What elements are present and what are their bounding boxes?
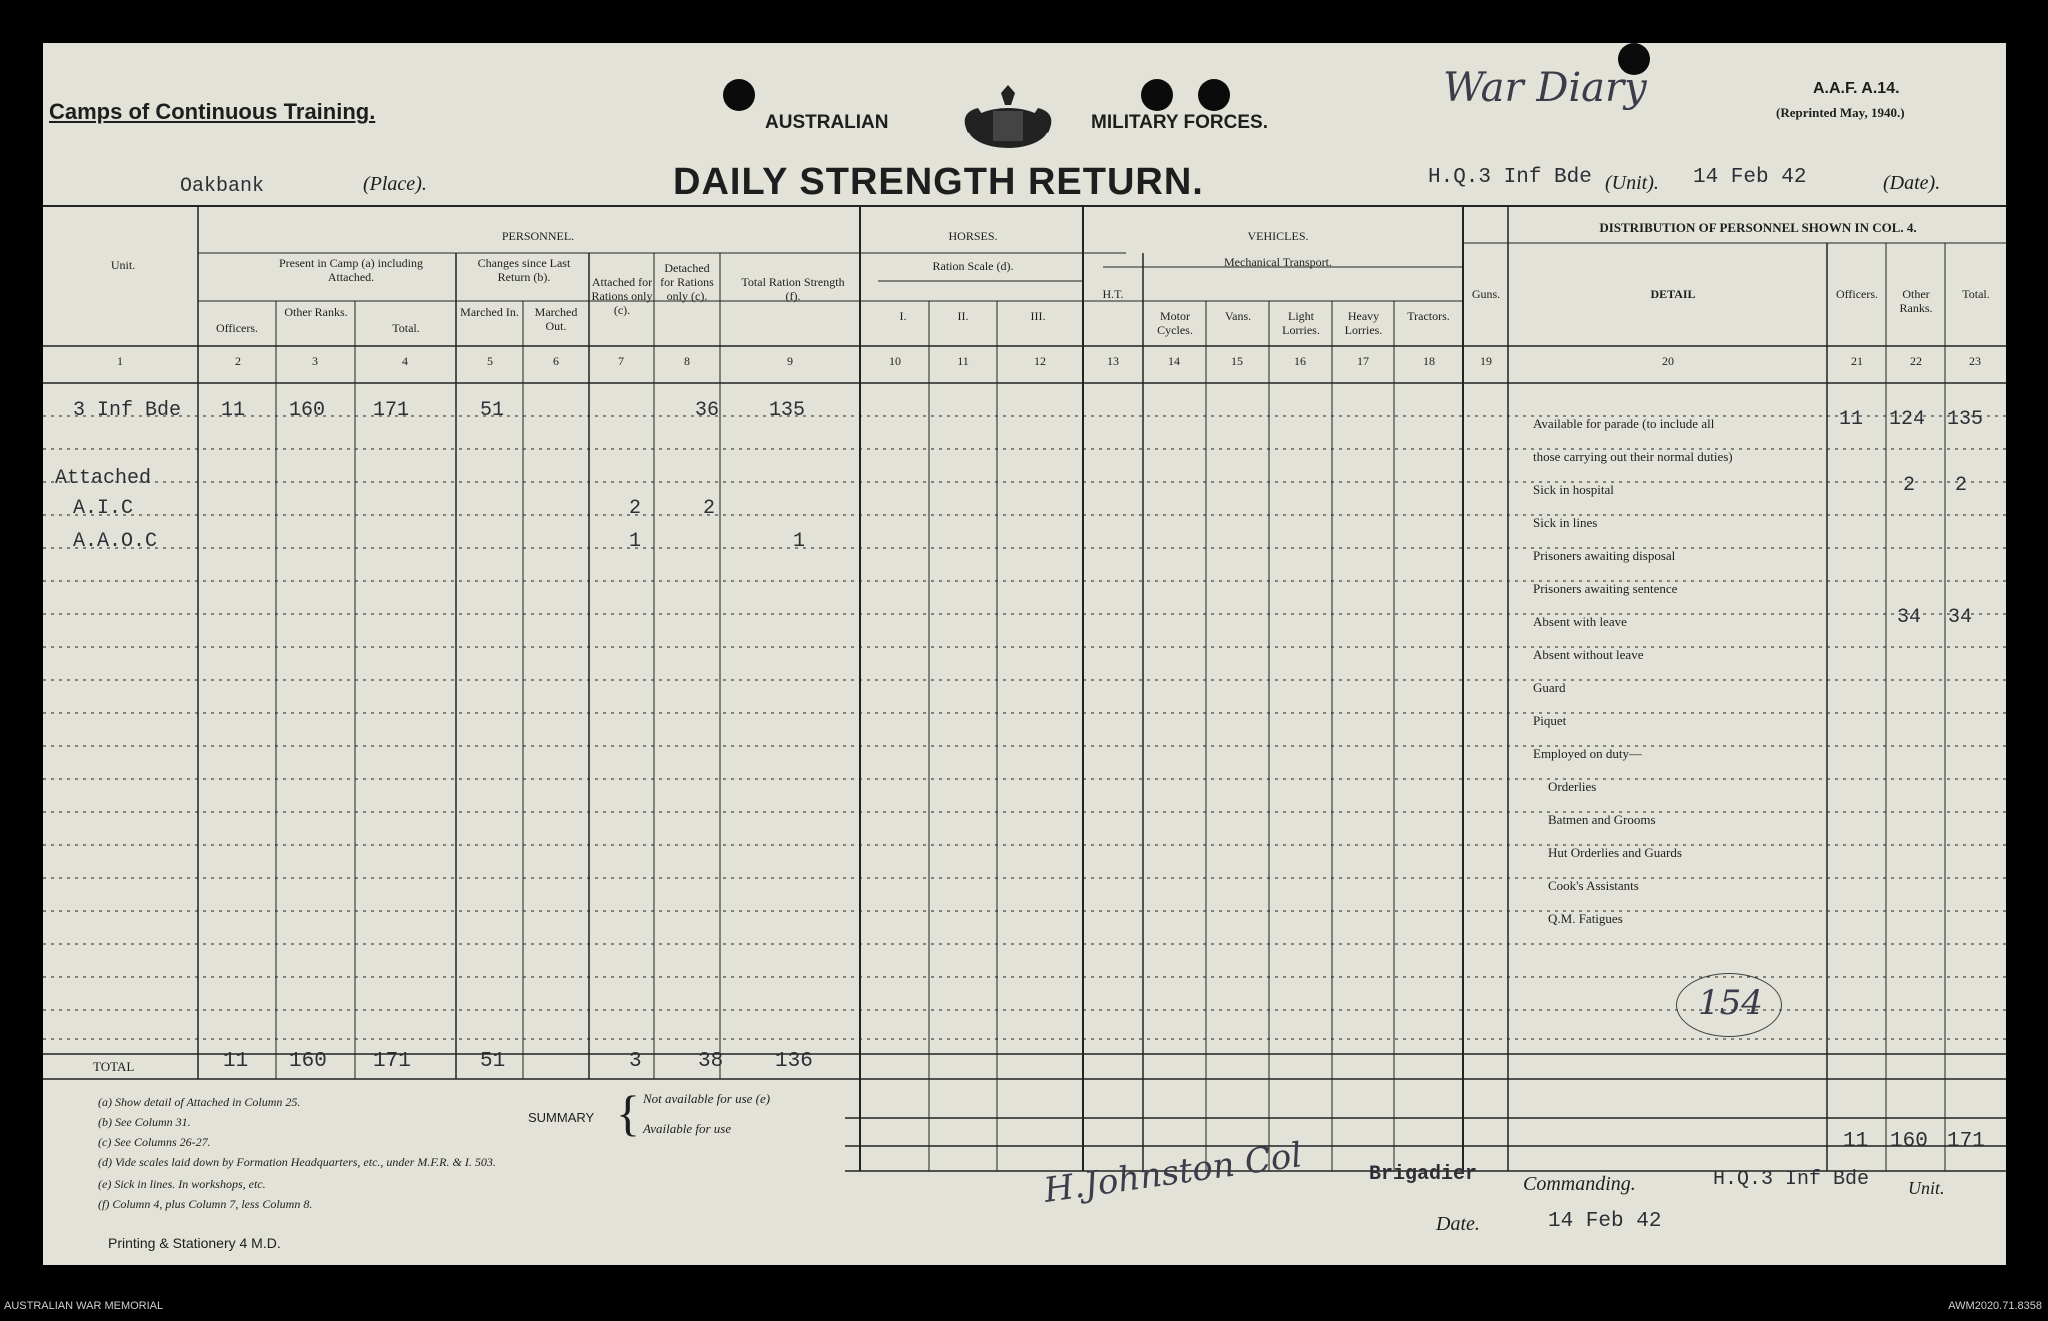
total-officers: 11	[223, 1050, 249, 1073]
col-number: 14	[1168, 354, 1180, 368]
light-lorries-header: Light Lorries.	[1282, 309, 1320, 337]
col-number: 15	[1231, 354, 1243, 368]
col-number: 10	[889, 354, 901, 368]
officers-header: Officers.	[215, 321, 259, 335]
page-title: DAILY STRENGTH RETURN.	[673, 161, 1204, 203]
dist-row-label: Piquet	[1533, 713, 1567, 728]
dist-row-label: Batmen and Grooms	[1548, 812, 1656, 827]
col-number: 5	[487, 354, 493, 368]
unit-value: H.Q.3 Inf Bde	[1428, 166, 1592, 189]
date-label: (Date).	[1883, 172, 1941, 194]
reprinted-note: (Reprinted May, 1940.)	[1776, 105, 1905, 120]
camps-heading: Camps of Continuous Training.	[49, 99, 376, 124]
dist-row-label: Prisoners awaiting disposal	[1533, 548, 1676, 563]
dist-row-label: Absent with leave	[1533, 614, 1627, 629]
dist-row-label: Available for parade (to include all	[1533, 416, 1715, 431]
summary-label: SUMMARY	[528, 1110, 595, 1125]
signature-unit-value: H.Q.3 Inf Bde	[1713, 1168, 1870, 1191]
col-number: 8	[684, 354, 690, 368]
ration-scale-header: Ration Scale (d).	[932, 259, 1014, 273]
dist-row-label: Cook's Assistants	[1548, 878, 1639, 893]
col-number: 11	[957, 354, 969, 368]
military-forces-label: MILITARY FORCES.	[1091, 112, 1268, 133]
tractors-header: Tractors.	[1407, 309, 1450, 323]
other-ranks-header: Other Ranks.	[284, 305, 348, 319]
row-unit: Attached	[55, 467, 152, 490]
australian-label: AUSTRALIAN	[765, 112, 889, 133]
distribution-header: DISTRIBUTION OF PERSONNEL SHOWN IN COL. 4.	[1599, 220, 1917, 235]
detail-header: DETAIL	[1650, 287, 1696, 301]
personnel-header: PERSONNEL.	[501, 229, 575, 243]
total-ration-header: Total Ration Strength (f).	[741, 275, 845, 303]
dist-row-label: Absent without leave	[1533, 647, 1644, 662]
footnote: (a) Show detail of Attached in Column 25.	[98, 1095, 301, 1109]
col-number: 20	[1662, 354, 1674, 368]
dist-row-label: Sick in lines	[1533, 515, 1598, 530]
col-number: 7	[618, 354, 624, 368]
dist-officers-header: Officers.	[1835, 287, 1879, 301]
row-detached: 2	[703, 497, 716, 520]
dist-total-total: 171	[1947, 1130, 1985, 1153]
col-number: 1	[117, 354, 123, 368]
signature: H.Johnston Col	[1041, 1135, 1305, 1211]
place-value: Oakbank	[180, 175, 265, 198]
row-unit: A.A.O.C	[73, 530, 158, 553]
col-number: 3	[312, 354, 318, 368]
circled-number: 154	[1698, 983, 1763, 1023]
col-number: 21	[1851, 354, 1863, 368]
dist-other-ranks-header: Other Ranks.	[1899, 287, 1933, 315]
mech-transport-header: Mechanical Transport.	[1224, 255, 1332, 269]
scale-1-header: I.	[899, 309, 907, 323]
col-number: 9	[787, 354, 793, 368]
dist-other-ranks-value: 34	[1897, 606, 1922, 629]
footer-right: AWM2020.71.8358	[1948, 1300, 2042, 1312]
handwritten-annotation: War Diary	[1443, 65, 1647, 111]
marched-in-header: Marched In.	[460, 305, 519, 319]
col-number: 16	[1294, 354, 1306, 368]
attached-header: Attached for Rations only (c).	[591, 275, 653, 317]
dist-total-header: Total.	[1962, 287, 1990, 301]
dist-row-label: Q.M. Fatigues	[1548, 911, 1623, 926]
signature-date-value: 14 Feb 42	[1548, 1210, 1662, 1233]
signature-unit-label: Unit.	[1908, 1178, 1945, 1198]
total-total: 171	[373, 1050, 411, 1073]
total-attached: 3	[629, 1050, 642, 1073]
printer-note: Printing & Stationery 4 M.D.	[108, 1235, 281, 1251]
dist-row-label: Hut Orderlies and Guards	[1548, 845, 1682, 860]
row-attached: 1	[629, 530, 642, 553]
footnote: (f) Column 4, plus Column 7, less Column 8.	[98, 1197, 313, 1211]
row-attached: 2	[629, 497, 642, 520]
dist-row-label: those carrying out their normal duties)	[1533, 449, 1733, 464]
row-ration: 1	[793, 530, 806, 553]
row-unit: 3 Inf Bde	[73, 399, 182, 422]
row-other-ranks: 160	[289, 399, 326, 422]
total-ration: 136	[775, 1050, 813, 1073]
dist-row-label: Employed on duty—	[1533, 746, 1643, 761]
col-number: 19	[1480, 354, 1492, 368]
date-value: 14 Feb 42	[1693, 166, 1807, 189]
available-label: Available for use	[643, 1121, 732, 1136]
col-number: 6	[553, 354, 559, 368]
dist-row-label: Guard	[1533, 680, 1566, 695]
signature-rank: Brigadier	[1369, 1163, 1478, 1186]
unit-label: (Unit).	[1605, 172, 1659, 194]
scale-3-header: III.	[1030, 309, 1046, 323]
form-code: A.A.F. A.14.	[1813, 80, 1900, 97]
signature-date-label: Date.	[1436, 1213, 1480, 1235]
dist-other-ranks-value: 2	[1903, 474, 1916, 497]
vehicles-header: VEHICLES.	[1247, 229, 1309, 243]
heavy-lorries-header: Heavy Lorries.	[1344, 309, 1383, 337]
guns-header: Guns.	[1471, 287, 1501, 301]
row-unit: A.I.C	[73, 497, 134, 520]
col-number: 13	[1107, 354, 1119, 368]
footnote: (b) See Column 31.	[98, 1115, 191, 1129]
horses-header: HORSES.	[948, 229, 998, 243]
col-number: 17	[1357, 354, 1369, 368]
total-marched-in: 51	[480, 1050, 506, 1073]
summary-brace: {	[616, 1085, 640, 1141]
row-marched-in: 51	[480, 399, 505, 422]
vans-header: Vans.	[1224, 309, 1252, 323]
place-label: (Place).	[363, 173, 427, 195]
motor-cycles-header: Motor Cycles.	[1157, 309, 1193, 337]
row-ration: 135	[769, 399, 806, 422]
not-available-label: Not available for use (e)	[643, 1091, 771, 1106]
col-number: 22	[1910, 354, 1922, 368]
document-sheet	[43, 43, 2006, 1265]
footer-left: AUSTRALIAN WAR MEMORIAL	[4, 1300, 164, 1312]
dist-total-officers: 11	[1843, 1130, 1869, 1153]
dist-row-label: Sick in hospital	[1533, 482, 1614, 497]
row-total: 171	[373, 399, 410, 422]
dist-officers-value: 11	[1839, 408, 1864, 431]
dist-total-value: 34	[1948, 606, 1973, 629]
commanding-label: Commanding.	[1523, 1173, 1636, 1195]
dist-total-value: 2	[1955, 474, 1968, 497]
col-number: 18	[1423, 354, 1435, 368]
marched-out-header: Marched Out.	[534, 305, 578, 333]
total-header: Total.	[392, 321, 420, 335]
dist-other-ranks-value: 124	[1889, 408, 1926, 431]
total-other-ranks: 160	[289, 1050, 327, 1073]
footnote: (d) Vide scales laid down by Formation Headquarters, etc., under M.F.R. & I. 503.	[98, 1155, 496, 1169]
detached-header: Detached for Rations only (c).	[660, 261, 714, 303]
footnote: (c) See Columns 26-27.	[98, 1135, 211, 1149]
dist-row-label: Orderlies	[1548, 779, 1597, 794]
changes-header: Changes since Last Return (b).	[477, 256, 571, 284]
col-unit-header: Unit.	[110, 258, 136, 272]
col-number: 23	[1969, 354, 1981, 368]
footnote: (e) Sick in lines. In workshops, etc.	[98, 1177, 266, 1191]
ht-header: H.T.	[1102, 287, 1124, 301]
col-number: 4	[402, 354, 408, 368]
dist-row-label: Prisoners awaiting sentence	[1533, 581, 1678, 596]
col-number: 12	[1034, 354, 1046, 368]
present-header: Present in Camp (a) including Attached.	[279, 256, 423, 284]
dist-total-other-ranks: 160	[1890, 1130, 1928, 1153]
scale-2-header: II.	[957, 309, 969, 323]
col-number: 2	[235, 354, 241, 368]
dist-total-value: 135	[1947, 408, 1984, 431]
total-label: TOTAL	[93, 1059, 135, 1074]
total-detached: 38	[698, 1050, 724, 1073]
row-detached: 36	[695, 399, 720, 422]
row-officers: 11	[221, 399, 246, 422]
